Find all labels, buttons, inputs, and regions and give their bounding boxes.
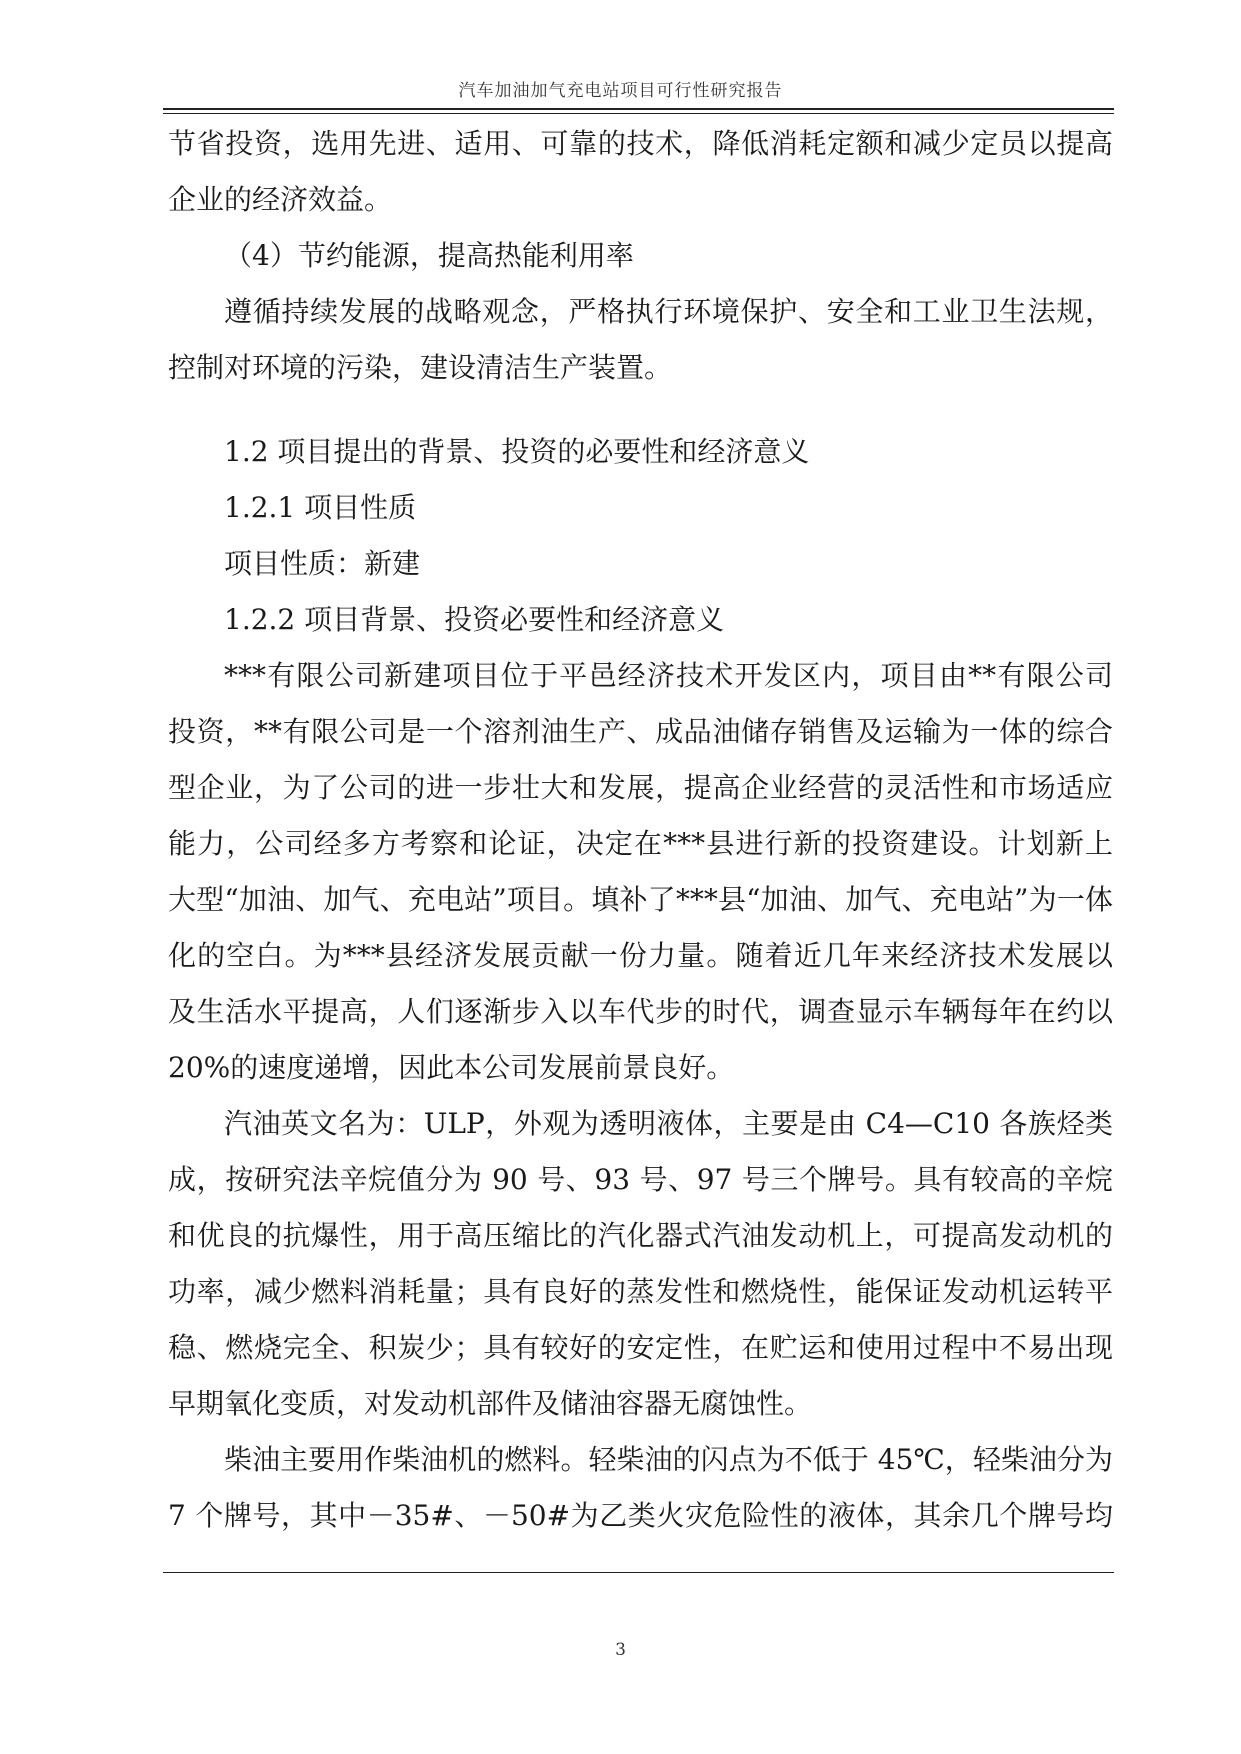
subsection-heading: 1.2.2 项目背景、投资必要性和经济意义 [224,603,725,636]
text-line: 功率，减少燃料消耗量；具有良好的蒸发性和燃烧性，能保证发动机运转平 [168,1275,1113,1308]
text-line: 企业的经济效益。 [168,183,393,216]
text-line: 汽油英文名为：ULP，外观为透明液体，主要是由 C4—C10 各族烃类 [224,1107,1113,1140]
text-line: 化的空白。为***县经济发展贡献一份力量。随着近几年来经济技术发展以 [168,939,1113,972]
text-line: 及生活水平提高，人们逐渐步入以车代步的时代，调查显示车辆每年在约以 [168,995,1113,1028]
text-line: 型企业，为了公司的进一步壮大和发展，提高企业经营的灵活性和市场适应 [168,771,1113,804]
subsection-heading: 1.2.1 项目性质 [224,491,417,524]
text-line: 和优良的抗爆性，用于高压缩比的汽化器式汽油发动机上，可提高发动机的 [168,1219,1113,1252]
text-line: 投资，**有限公司是一个溶剂油生产、成品油储存销售及运输为一体的综合 [168,715,1113,748]
header-rule-thin [163,113,1114,114]
text-line: 控制对环境的污染，建设清洁生产装置。 [168,351,673,384]
paragraph-gap [168,396,1113,424]
page-number: 3 [615,1640,626,1660]
text-line: 项目性质：新建 [224,547,421,580]
section-heading: 1.2 项目提出的背景、投资的必要性和经济意义 [224,435,810,468]
subheading: （4）节约能源，提高热能利用率 [224,239,634,272]
text-line: 早期氧化变质，对发动机部件及储油容器无腐蚀性。 [168,1387,813,1420]
text-line: 大型“加油、加气、充电站”项目。填补了***县“加油、加气、充电站”为一体 [168,883,1113,916]
header-rule-thick [163,108,1114,110]
text-line: 能力，公司经多方考察和论证，决定在***县进行新的投资建设。计划新上 [168,827,1113,860]
text-line: 稳、燃烧完全、积炭少；具有较好的安定性，在贮运和使用过程中不易出现 [168,1331,1113,1364]
text-line: ***有限公司新建项目位于平邑经济技术开发区内，项目由**有限公司 [224,659,1113,692]
text-line: 20%的速度递增，因此本公司发展前景良好。 [168,1051,735,1084]
text-line: 柴油主要用作柴油机的燃料。轻柴油的闪点为不低于 45℃，轻柴油分为 [224,1443,1113,1476]
page-header: 汽车加油加气充电站项目可行性研究报告 [458,81,783,101]
text-line: 节省投资，选用先进、适用、可靠的技术，降低消耗定额和减少定员以提高 [168,127,1113,160]
document-body [168,116,1113,1544]
text-line: 成，按研究法辛烷值分为 90 号、93 号、97 号三个牌号。具有较高的辛烷 [168,1163,1113,1196]
footer-rule [163,1572,1114,1573]
text-line: 遵循持续发展的战略观念，严格执行环境保护、安全和工业卫生法规， [224,295,1113,328]
text-line: 7 个牌号，其中－35#、－50#为乙类火灾危险性的液体，其余几个牌号均 [168,1499,1113,1532]
